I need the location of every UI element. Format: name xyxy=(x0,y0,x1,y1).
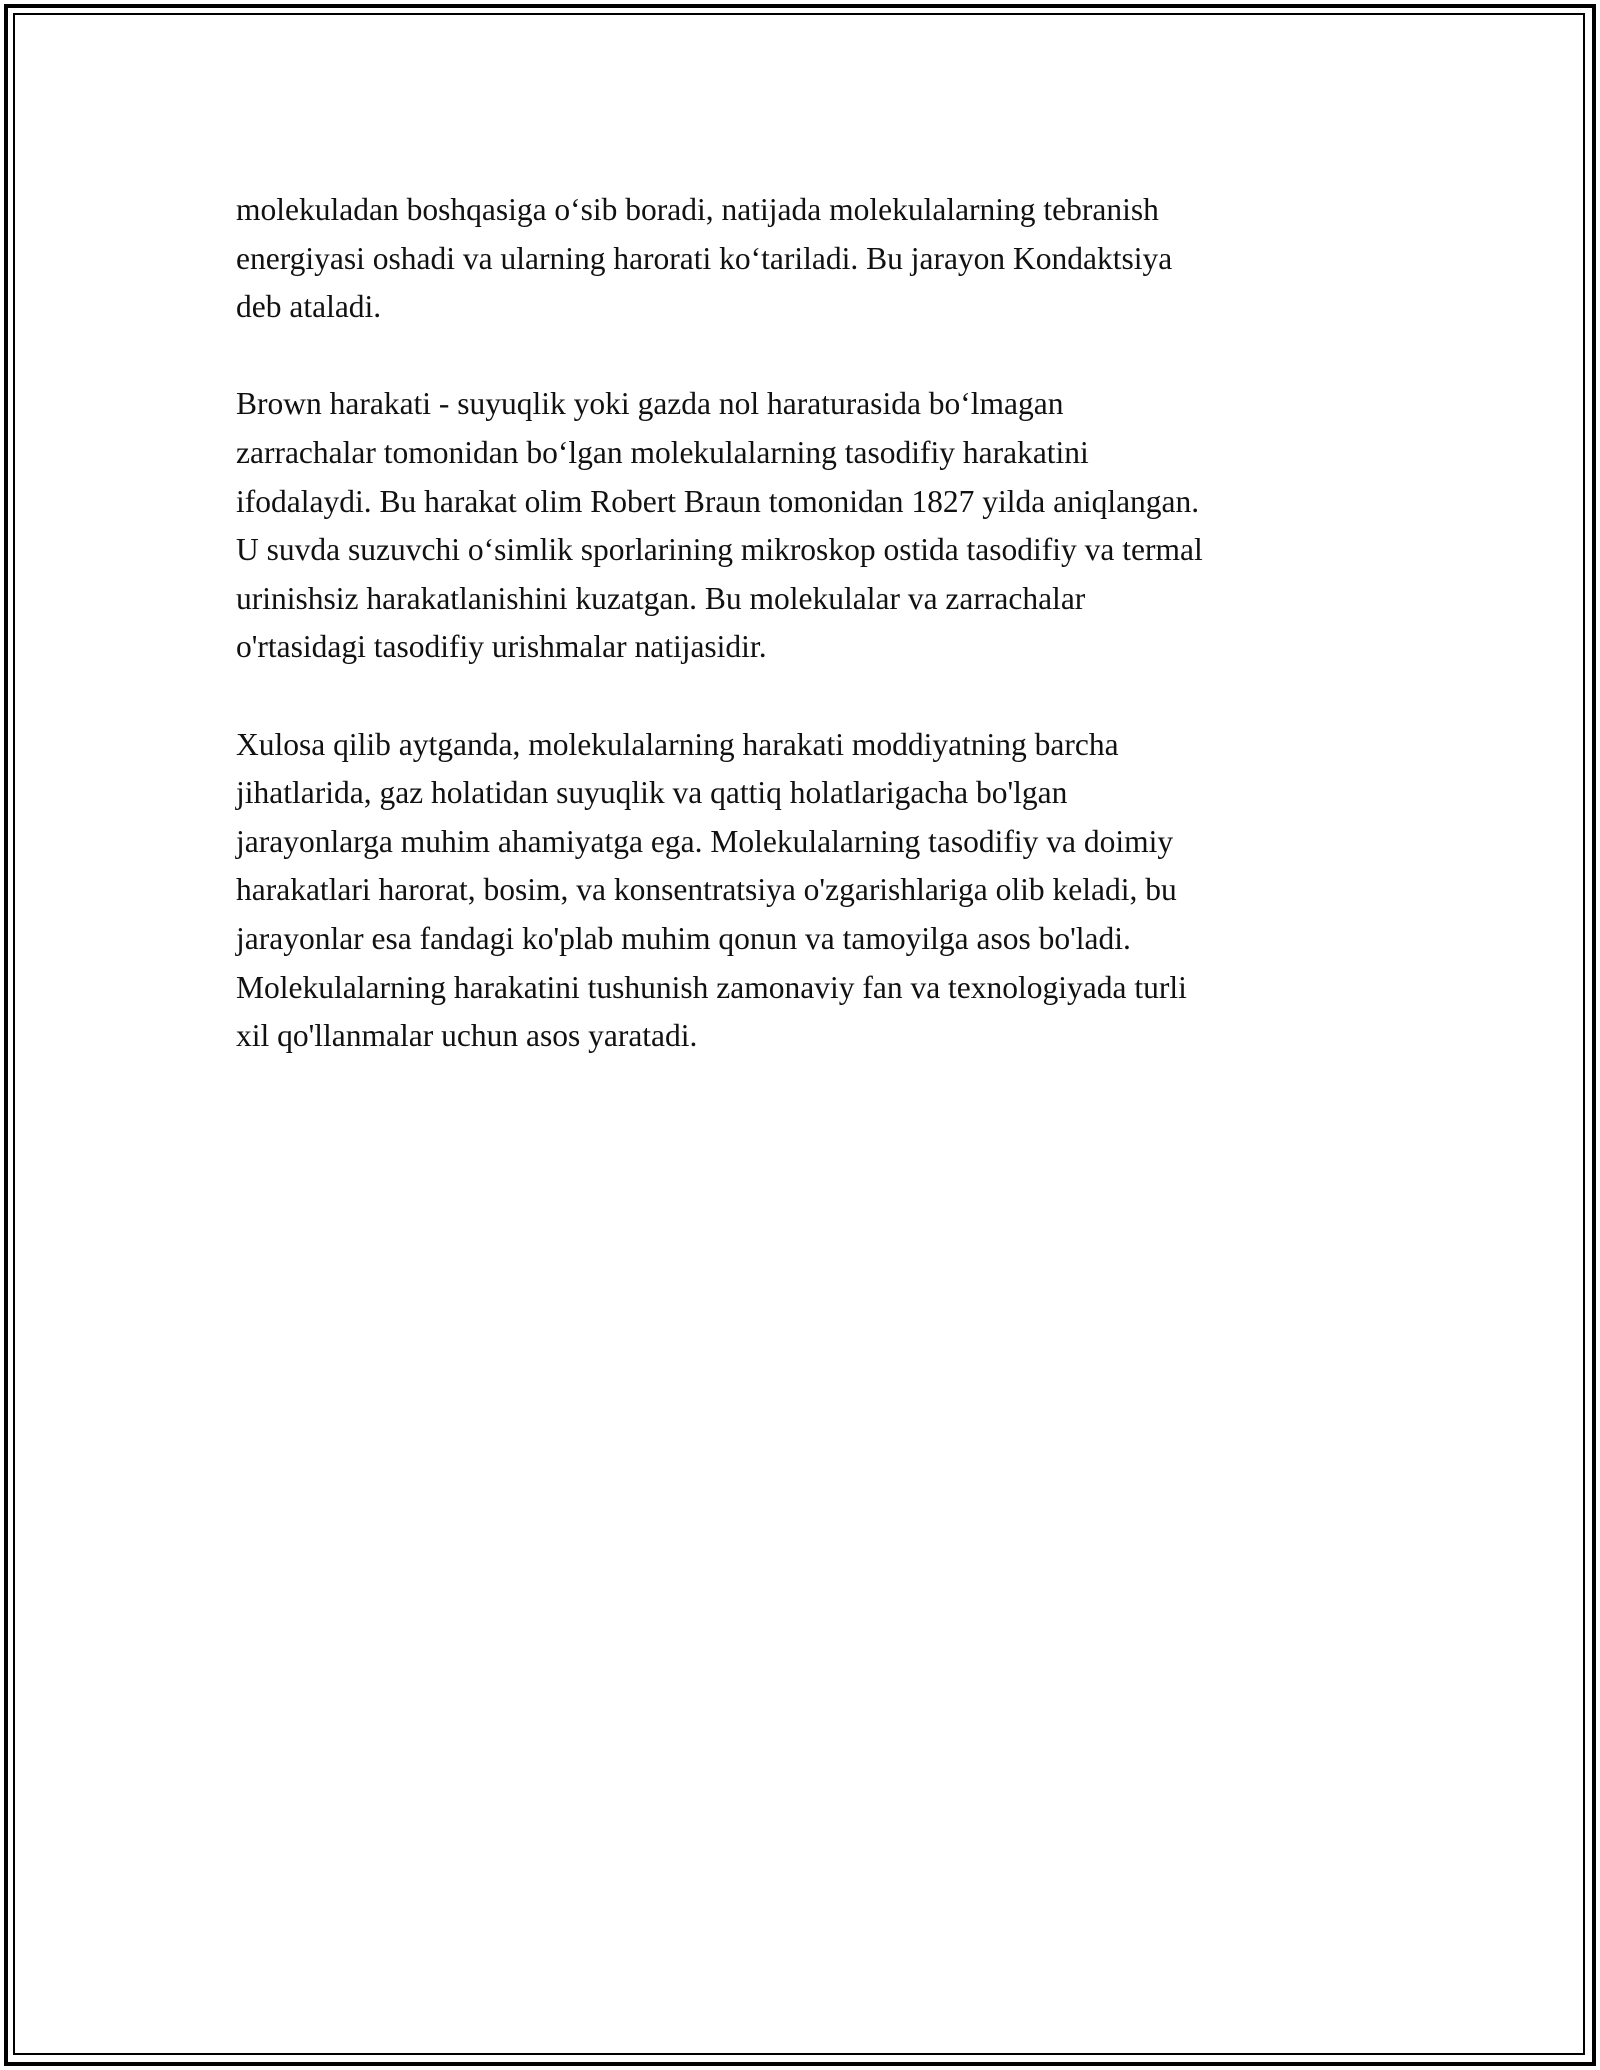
text-line: harakatlari harorat, bosim, va konsentratsiya o'zgarishlariga olib keladi, bu xyxy=(236,872,1177,908)
text-line: zarrachalar tomonidan bo‘lgan molekulalarning tasodifiy harakatini xyxy=(236,434,1089,470)
text-line: molekuladan boshqasiga o‘sib boradi, natijada molekulalarning tebranish xyxy=(236,192,1159,227)
text-line: Xulosa qilib aytganda, molekulalarning harakati moddiyatning barcha xyxy=(236,726,1119,762)
text-line: energiyasi oshadi va ularning harorati ko‘tariladi. Bu jarayon Kondaktsiya xyxy=(236,240,1173,276)
text-line: jarayonlar esa fandagi ko'plab muhim qonun va tamoyilga asos bo'ladi. xyxy=(236,920,1131,956)
text-line: urinishsiz harakatlanishini kuzatgan. Bu molekulalar va zarrachalar xyxy=(236,580,1086,616)
text-line: ifodalaydi. Bu harakat olim Robert Braun tomonidan 1827 yilda aniqlangan. xyxy=(236,483,1200,519)
text-line: jarayonlarga muhim ahamiyatga ega. Molekulalarning tasodifiy va doimiy xyxy=(236,823,1174,859)
paragraph-brownian-motion xyxy=(236,380,1396,672)
text-line: jihatlarida, gaz holatidan suyuqlik va qattiq holatlarigacha bo'lgan xyxy=(236,775,1068,811)
paragraph-conduction xyxy=(236,186,1396,332)
text-line: U suvda suzuvchi o‘simlik sporlarining mikroskop ostida tasodifiy va termal xyxy=(236,532,1203,568)
text-line: Molekulalarning harakatini tushunish zamonaviy fan va texnologiyada turli xyxy=(236,969,1187,1005)
text-line: xil qo'llanmalar uchun asos yaratadi. xyxy=(236,1018,698,1054)
paragraph-conclusion xyxy=(236,721,1396,1061)
text-line: o'rtasidagi tasodifiy urishmalar natijasidir. xyxy=(236,629,767,665)
document-body xyxy=(236,186,1396,1109)
text-line: Brown harakati - suyuqlik yoki gazda nol haraturasida bo‘lmagan xyxy=(236,386,1064,422)
text-line: deb ataladi. xyxy=(236,289,382,325)
